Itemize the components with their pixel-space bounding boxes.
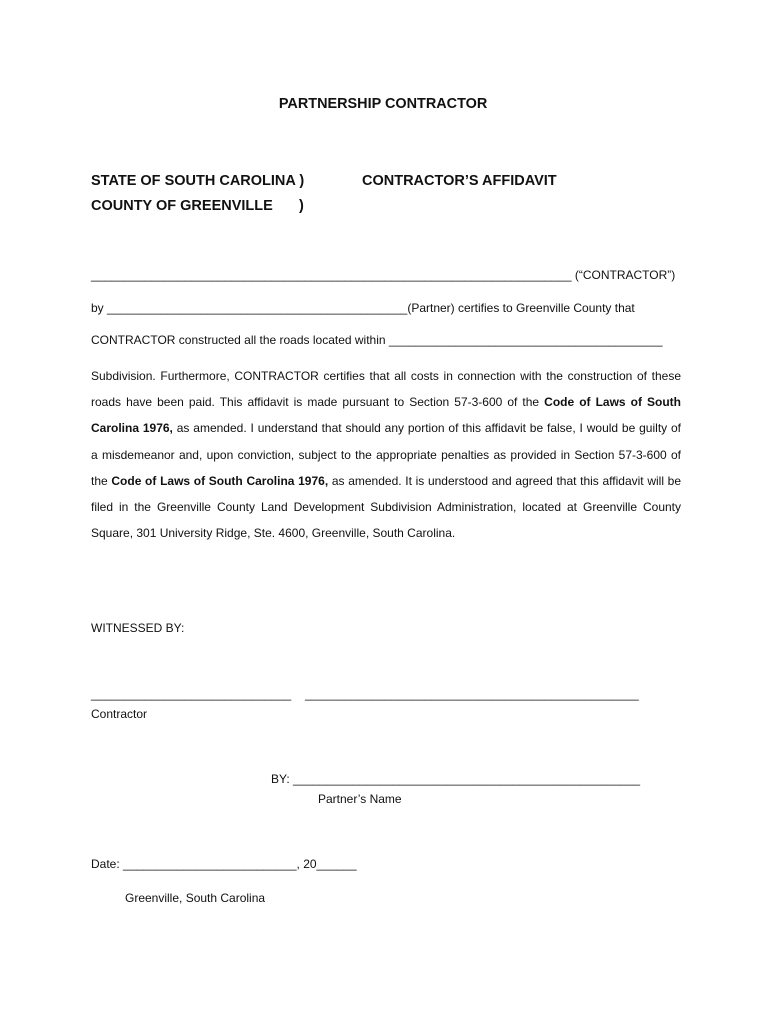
county-label: COUNTY OF GREENVILLE bbox=[91, 198, 273, 214]
witness-signature-line: ______________________________ bbox=[91, 687, 292, 701]
county-paren: ) bbox=[299, 198, 304, 214]
code-of-laws-ref-2: Code of Laws of South Carolina 1976, bbox=[111, 473, 329, 488]
contractor-name-line: ________________________________________________________________________ (“CONTRACTOR”) bbox=[91, 268, 676, 282]
contractor-label: Contractor bbox=[91, 707, 148, 721]
paragraph-text-1: Subdivision. Furthermore, CONTRACTOR certifies that all costs in connection with the construction of these roads have been paid. This affidavit is made pursuant to Section 57-3-600 of the bbox=[91, 369, 681, 410]
code-of-laws-ref-1: Code of Laws of South Carolina 1976, bbox=[91, 395, 681, 436]
witnessed-by-label: WITNESSED BY: bbox=[91, 621, 185, 635]
partner-name-label: Partner’s Name bbox=[318, 792, 402, 806]
affidavit-title: CONTRACTOR’S AFFIDAVIT bbox=[362, 173, 557, 189]
document-title: PARTNERSHIP CONTRACTOR bbox=[278, 96, 488, 112]
paragraph-text-2: as amended. I understand that should any portion of this affidavit be false, I would be guilty of a misdemeanor and, upon conviction, subject to the appropriate penalties as provided in Section 57-3-600 of the bbox=[91, 421, 682, 488]
contractor-signature-line: __________________________________________________ bbox=[305, 687, 639, 701]
paragraph-text-3: as amended. It is understood and agreed that this affidavit will be filed in the Greenville County Land Development Subdivision Administration, located at Greenville County Square, 301 University Ridge, Ste. 4600, Greenville, South Carolina. bbox=[91, 473, 682, 541]
date-line: Date: __________________________, 20______ bbox=[91, 857, 357, 871]
by-signature-line: BY: ____________________________________________________ bbox=[271, 772, 641, 786]
partner-line: by _____________________________________________(Partner) certifies to Greenville County that bbox=[91, 301, 635, 315]
affidavit-paragraph bbox=[91, 363, 681, 546]
state-label: STATE OF SOUTH CAROLINA ) bbox=[91, 173, 305, 189]
location-label: Greenville, South Carolina bbox=[125, 891, 266, 905]
roads-line: CONTRACTOR constructed all the roads located within _________________________________________ bbox=[91, 333, 663, 347]
